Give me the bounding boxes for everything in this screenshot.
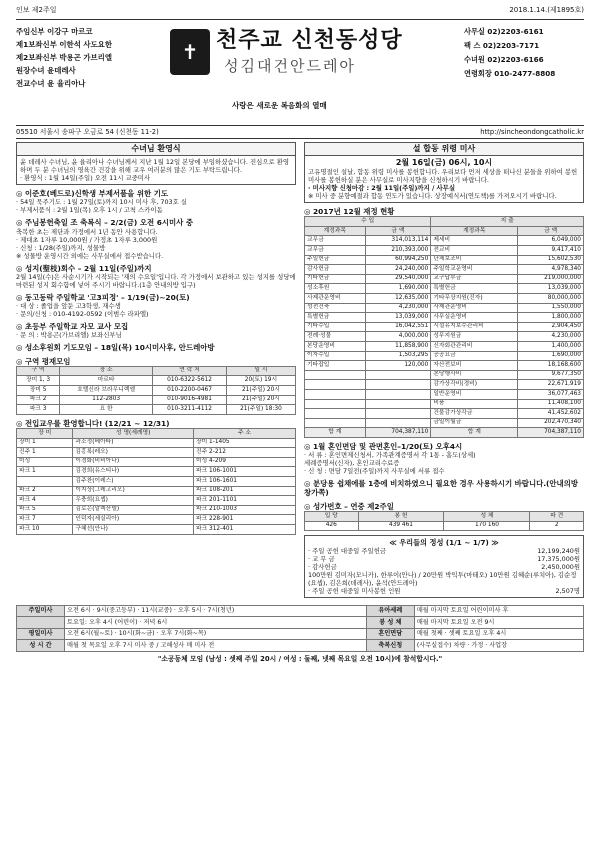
table-cell: 김경희(유스티나) [73, 467, 194, 477]
table-cell: 성무지원금 [431, 332, 518, 342]
thanks-row [308, 555, 580, 563]
schedule-section [16, 605, 584, 652]
table-cell [365, 399, 431, 409]
table-cell: 4,230,000 [365, 303, 431, 313]
notice-title: ◎ 초등부 주일학교 자모 교사 모집 [16, 322, 129, 331]
mass-heading: 설 합동 위령 미사 [304, 142, 584, 155]
table-cell: 1,690,000 [365, 284, 431, 294]
table-header: 주 소 [194, 428, 296, 438]
table-row [305, 370, 584, 380]
table-header: 금 액 [365, 226, 431, 236]
table-cell [305, 389, 366, 399]
table-cell: 교무금 [305, 236, 366, 246]
table-cell [305, 380, 366, 390]
table-row [305, 284, 584, 294]
table-row [305, 246, 584, 256]
thanks-value: 17,375,000원 [537, 555, 580, 564]
contact-item: 사무실 02)2203-6161 [464, 27, 544, 36]
notice-line: · 신청 : 1/28(주일)까지, 성물방 [16, 243, 106, 252]
thanks-row [308, 563, 580, 571]
table-cell: 교무금 [305, 246, 366, 256]
table-cell: 파크 5 [17, 505, 73, 515]
issue-label: 인보 제2주일 [16, 6, 57, 14]
table-cell: 자산전보비 [431, 361, 518, 371]
notice-line: · 대 상 : 졸업을 앞둔 고3학생, 재수생 [16, 302, 121, 310]
table-row [305, 274, 584, 284]
table-cell: 이지상(그레고리오) [73, 486, 194, 496]
welcome-body: 윤 데레사 수녀님, 윤 율리아나 수녀님께서 지난 1월 12일 본당에 부임하셨습니다. 진심으로 환영하며 두 분 수녀님의 영육간 건강을 위해 교우 여러분의 많은 기도 부탁드립니다. [20, 158, 290, 174]
table-cell: 곽소정(베아타) [73, 438, 194, 448]
schedule-label: 봉 성 체 [366, 617, 414, 628]
table-cell: 성소후원 [305, 284, 366, 294]
table-row [305, 361, 584, 371]
table-cell [365, 389, 431, 399]
staff-item: 주임신부 이강구 마르코 [16, 27, 93, 36]
table-cell: 김홍록(레오) [73, 448, 194, 458]
table-cell [305, 399, 366, 409]
total-row [305, 428, 584, 438]
thanks-title: ≪ 우리들의 정성 (1/1 ~ 1/7) ≫ [389, 538, 499, 548]
lost-notice: ◎ 분당용 쉽채에를 1층에 비치하였으니 필요한 경우 사용하시기 바랍니다.(안내의방 창가쪽) [304, 479, 578, 498]
issue-date: 2018.1.14.(제1895호) [509, 6, 584, 14]
table-cell: 장미 5 [17, 385, 60, 395]
table-cell: 파크 106-1601 [194, 476, 296, 486]
schedule-table [16, 605, 584, 652]
table-cell: 21(주일) 20시 [226, 385, 295, 395]
table-header: 성 체 [444, 511, 530, 521]
notice-line: · 부제서품식 : 2월 1일(목) 오후 1시 / 고척 스카이돔 [16, 206, 163, 215]
schedule-label: 성 시 간 [17, 640, 65, 651]
hymn-cell: 439 461 [358, 521, 444, 531]
table-cell: 22,671,919 [518, 380, 584, 390]
table-row [305, 389, 584, 399]
table-row [305, 332, 584, 342]
schedule-text: 매월 첫 목요일 오후 7시 미사 중 / 고해성사 매 미사 전 [65, 640, 367, 651]
table-row [305, 303, 584, 313]
table-cell: 마르타 [60, 376, 153, 386]
table-cell: 금일이월금 [431, 418, 518, 428]
table-row [17, 405, 296, 415]
table-row [17, 486, 296, 496]
table-row [305, 294, 584, 304]
notice-line: 2월 14일(수)은 사순시기가 시작되는 '재의 수요일'입니다. 각 가정에서 보관하고 있는 성지를 성당에 마련된 성지 회수함에 넣어 주시기 바랍니다.(1층 안내의방 입구) [16, 272, 296, 289]
schedule-text: 매월 첫째 · 셋째 토요일 오후 4시 [414, 628, 583, 639]
table-header: 장 미 [17, 428, 73, 438]
staff-item: 원장수녀 윤데레사 [16, 66, 76, 75]
staff-item: 제2보좌신부 박용곤 가브리엘 [16, 53, 112, 62]
table-cell [305, 418, 366, 428]
content-columns [16, 142, 584, 601]
table-cell: 11,858,900 [365, 341, 431, 351]
table-cell: 김로은(알렉산델) [73, 505, 194, 515]
hymn-table [304, 511, 584, 531]
table-cell [305, 370, 366, 380]
finance-expense-head: 지 출 [431, 217, 584, 227]
table-cell: 시설유지보수관리비 [431, 322, 518, 332]
table-row [17, 515, 296, 525]
table-cell: 219,000,000 [518, 274, 584, 284]
address-text: 05510 서울시 송파구 오금로 54 (신천동 11-2) [16, 128, 159, 136]
table-cell: 사제관운영비 [431, 303, 518, 313]
newcomers-table [16, 428, 296, 535]
schedule-row [17, 606, 584, 617]
schedule-text: 토요일: 오후 4시 (어린이) · 저녁 6시 [65, 617, 367, 628]
notice-title: ◎ 성소후원회 기도모임 – 18일(목) 10시미사후, 안드레아방 [16, 343, 215, 353]
table-cell: 공공요금 [431, 351, 518, 361]
table-cell: 기타잡입 [305, 361, 366, 371]
table-cell: 전례·성물 [305, 332, 366, 342]
table-cell: 인덕자(세실리아) [73, 515, 194, 525]
top-bar [16, 6, 584, 20]
table-cell: 010-3211-4112 [153, 405, 227, 415]
table-cell: 120,000 [365, 361, 431, 371]
table-cell: 파크 106-1001 [194, 467, 296, 477]
table-cell: 미성 4-209 [194, 457, 296, 467]
table-row [305, 313, 584, 323]
table-cell: 특별헌금 [305, 313, 366, 323]
table-cell: 21(주일) 20시 [226, 395, 295, 405]
notice-line: · 54일 묵주기도 : 1월 27일(토)까지 10시 미사 후, 703호 실 [16, 198, 187, 207]
table-row [17, 467, 296, 477]
table-cell: 미성 [17, 457, 73, 467]
thanks-last-value: 2,507명 [555, 587, 580, 596]
table-cell: 진주 2-212 [194, 448, 296, 458]
table-row [305, 418, 584, 428]
table-cell: 전교비 [431, 246, 518, 256]
notice-line: · 문 의 : 박용곤(가브리엘) 보좌신부님 [16, 331, 122, 340]
schedule-row [17, 640, 584, 651]
schedule-label: 주일미사 [17, 606, 65, 617]
hymn-cell: 170 160 [444, 521, 530, 531]
table-cell: 4,000,000 [365, 332, 431, 342]
table-cell: 202,470,340 [518, 418, 584, 428]
staff-item: 전교수녀 윤 율리아나 [16, 79, 86, 88]
mass-note: ※ 미사 중 분향예절과 합동 연도가 있습니다. 상장예식서(연도책)를 가져오시기 바랍니다. [308, 192, 557, 200]
marriage-title: ◎ 1월 혼인면담 및 관면혼인–1/20(토) 오후4시 [304, 441, 463, 451]
table-row [17, 385, 296, 395]
website-link[interactable]: http://sincheondongcatholic.kr [480, 128, 584, 136]
table-cell [305, 409, 366, 419]
table-cell: 1,690,000 [518, 351, 584, 361]
table-cell: 1,503,295 [365, 351, 431, 361]
table-row [305, 351, 584, 361]
table-cell: 사제관운영비 [305, 294, 366, 304]
thanks-box [304, 535, 584, 598]
table-header: 파 견 [530, 511, 584, 521]
table-cell: 파크 7 [17, 515, 73, 525]
table-cell: 파크 4 [17, 496, 73, 506]
table-cell: 장미 1-1405 [194, 438, 296, 448]
mass-body: 고유명절인 설날, 합동 위령 미사를 봉헌합니다. 우리보다 먼저 세상을 떠나신 분들을 위하여 봉헌미사를 봉헌하실 분은 사무실로 미사지향을 신청하시기 바랍니다. [308, 168, 578, 184]
thanks-value: 2,450,000원 [541, 563, 580, 572]
thanks-note: 100만원 김미자(모니카), 한루이(안나) / 20만원 박익투(마태오) 10만원 김혜순(루치아), 김순정(요셉), 김은희(데레사), 윤석(안드레아) [308, 571, 577, 588]
schedule-label [17, 617, 65, 628]
offering-title: ◎ 성가번호 – 연중 제2주일 [304, 501, 394, 511]
newcomers-title: ◎ 전입교우를 환영합니다! (12/21 ~ 12/31) [16, 418, 170, 428]
contact-list [464, 23, 584, 125]
table-cell: 12,635,000 [365, 294, 431, 304]
table-row [17, 476, 296, 486]
table-cell: 파크 2 [17, 395, 60, 405]
mast-center [166, 23, 464, 125]
notice-title: ◎ 주님봉헌축일 조 축복식 – 2/2(금) 오전 6시미사 중 [16, 218, 193, 228]
table-cell: 본당운영비 [305, 341, 366, 351]
finance-title: ◎ 2017년 12월 재정 현황 [304, 207, 395, 216]
table-cell: 파크 3 [17, 405, 60, 415]
table-header: 연 락 처 [153, 366, 227, 376]
marriage-line: · 서 류 : 혼인면제신청서, 가족관계증명서 각 1통 - 홈도(상세) [304, 451, 476, 460]
table-cell [365, 409, 431, 419]
welcome-heading: 수녀님 환영식 [16, 142, 296, 155]
schedule-label: 혼인면담 [366, 628, 414, 639]
table-cell: 4,978,340 [518, 265, 584, 275]
table-cell: 장미 1 [17, 438, 73, 448]
schedule-text: 매월 마지막 토요일 어린이미사 후 [414, 606, 583, 617]
table-row [305, 255, 584, 265]
table-cell: 4,230,000 [518, 332, 584, 342]
table-cell: 파크 228-901 [194, 515, 296, 525]
table-row [305, 341, 584, 351]
table-cell: 기타헌금 [305, 274, 366, 284]
table-row [17, 505, 296, 515]
table-cell [365, 370, 431, 380]
group-table [16, 366, 296, 415]
group-title: ◎ 구역 평재모임 [16, 356, 71, 366]
table-cell: 김주찬(이레스) [73, 476, 194, 486]
table-cell: 6,049,000 [518, 236, 584, 246]
mass-date: 2월 16일(금) 06시, 10시 [395, 158, 493, 167]
table-cell: 010-2200-0467 [153, 385, 227, 395]
table-cell: 신자회관관리비 [431, 341, 518, 351]
schedule-text: 매월 마지막 토요일 오전 9시 [414, 617, 583, 628]
table-cell: 파크 1 [17, 467, 73, 477]
table-cell: 진주 1 [17, 448, 73, 458]
masthead [16, 23, 584, 125]
table-cell: 성전건축 [305, 303, 366, 313]
table-cell: 이자수입 [305, 351, 366, 361]
table-row [17, 438, 296, 448]
table-cell: 우충희(요셉) [73, 496, 194, 506]
table-cell: 이경화(비비아나) [73, 457, 194, 467]
table-row [17, 496, 296, 506]
table-cell: 11,408,100 [518, 399, 584, 409]
table-cell: 18,168,600 [518, 361, 584, 371]
marriage-lines [304, 451, 584, 475]
thanks-row [308, 547, 580, 555]
notice-title: ◎ 동고동락 주일학교 '고3피정' – 1/19(금)~20(토) [16, 292, 190, 302]
table-cell: 21(주일) 18:30 [226, 405, 295, 415]
table-cell: 파크 10 [17, 524, 73, 534]
notice-line: · 문의/신청 : 010-4192-0592 (이범수 라파엘) [16, 310, 149, 318]
table-header: 금 액 [518, 226, 584, 236]
schedule-text: (사무실접수) 차량 · 가정 · 사업장 [414, 640, 583, 651]
table-cell [365, 380, 431, 390]
table-row [305, 322, 584, 332]
notice-line: ※ 성물방 운영시간 외에는 사무실에서 접수받습니다. [16, 251, 164, 260]
table-cell: 1,400,000 [518, 341, 584, 351]
table-cell: 감사헌금 [305, 265, 366, 275]
table-cell: 단체보조비 [431, 255, 518, 265]
table-cell: 본당행사비 [431, 370, 518, 380]
table-cell [17, 476, 73, 486]
thanks-label: · 교 무 금 [308, 555, 335, 564]
notice-title: ◎ 이준호(베드로)신학생 부제서품을 위한 기도 [16, 189, 169, 198]
left-column [16, 142, 296, 601]
table-cell [365, 418, 431, 428]
church-motto: 사랑은 새로운 복음화의 열매 [232, 101, 327, 110]
schedule-text: 오전 6시 · 9시(중고등부) · 11시(교중) · 오후 5시 · 7시(청년) [65, 606, 367, 617]
table-header: 봉 헌 [358, 511, 444, 521]
mass-deadline: · 미사지향 신청마감 : 2월 11일(주일)까지 / 사무실 [308, 184, 456, 192]
church-title: 천주교 신천동성당 [216, 27, 403, 53]
total-cell: 합 계 [431, 428, 518, 438]
notice-line: · 제대초 1자루 10,000원 / 가정초 1자루 3,000원 [16, 235, 158, 244]
thanks-value: 12,199,240원 [537, 547, 580, 556]
finance-income-head: 수 입 [305, 217, 431, 227]
welcome-item: · 환영식 : 1월 14일(주일) 오전 11시 교중미사 [20, 174, 151, 182]
table-row [17, 395, 296, 405]
thanks-last-label: · 주일 공헌 대중일 미사봉헌 인원 [308, 587, 401, 596]
marriage-line: · 신 청 : 면담 7일전(주일)까지 사무실에 서류 접수 [304, 467, 445, 476]
contact-item: 팩 스 02)2203-7171 [464, 41, 540, 50]
staff-item: 제1보좌신부 이한석 사도요한 [16, 40, 112, 49]
table-header: 계정과목 [431, 226, 518, 236]
contact-item: 수녀원 02)2203-6166 [464, 55, 544, 64]
table-cell: 구혜선(안나) [73, 524, 194, 534]
table-cell: 파크 312-401 [194, 524, 296, 534]
table-cell: 2,904,450 [518, 322, 584, 332]
table-cell: 112-2803 [60, 395, 153, 405]
church-logo-icon: ✝ [170, 29, 210, 75]
table-cell: 기타수입 [305, 322, 366, 332]
table-row [17, 448, 296, 458]
table-row [305, 380, 584, 390]
table-row [305, 409, 584, 419]
table-cell: 15,602,530 [518, 255, 584, 265]
table-cell: 20(토) 19시 [226, 376, 295, 386]
table-row [17, 376, 296, 386]
table-cell: 일반운영비 [431, 389, 518, 399]
table-cell: 호텔신라 브라우니렉엘 [60, 385, 153, 395]
left-notices [16, 189, 296, 353]
table-header: 장 소 [60, 366, 153, 376]
schedule-label: 축복신청 [366, 640, 414, 651]
marriage-line: 세례증명서(신자), 혼인교리수료증 [304, 459, 400, 468]
thanks-label: · 감사헌금 [308, 563, 337, 572]
table-header: 일 시 [226, 366, 295, 376]
notice-line: 축복한 초는 제단과 가정에서 1년 동안 사용합니다. [16, 227, 158, 236]
table-cell: 80,000,000 [518, 294, 584, 304]
table-cell: 제세비 [431, 236, 518, 246]
table-row [17, 524, 296, 534]
table-cell: 파크 2 [17, 486, 73, 496]
schedule-label: 평일미사 [17, 628, 65, 639]
table-cell: 24,240,000 [365, 265, 431, 275]
total-cell: 704,387,110 [518, 428, 584, 438]
hymn-cell: 2 [530, 521, 584, 531]
table-header: 구 역 [17, 366, 60, 376]
table-cell: 1,550,000 [518, 303, 584, 313]
table-cell: 9,417,410 [518, 246, 584, 256]
table-cell: 파크 108-201 [194, 486, 296, 496]
right-column [304, 142, 584, 601]
address-bar [16, 125, 584, 139]
table-header: 입 당 [305, 511, 359, 521]
total-cell: 합 계 [305, 428, 366, 438]
table-row [305, 236, 584, 246]
table-header: 계정과목 [305, 226, 366, 236]
table-cell: 9,677,350 [518, 370, 584, 380]
thanks-last [308, 587, 580, 595]
church-subtitle: 성김대건안드레아 [224, 57, 356, 75]
schedule-row [17, 628, 584, 639]
table-cell: 60,994,250 [365, 255, 431, 265]
staff-list [16, 23, 166, 125]
table-cell: 13,039,000 [518, 284, 584, 294]
table-row [305, 265, 584, 275]
table-cell: 파크 210-1003 [194, 505, 296, 515]
finance-table [304, 216, 584, 438]
welcome-box [16, 155, 296, 185]
table-cell: 요 한 [60, 405, 153, 415]
table-cell: 16,042,551 [365, 322, 431, 332]
table-cell: 기타무상지원(진자) [431, 294, 518, 304]
hymn-cell: 426 [305, 521, 359, 531]
table-cell: 교구납부금 [431, 274, 518, 284]
table-cell: 1,800,000 [518, 313, 584, 323]
table-header: 성 명(세례명) [73, 428, 194, 438]
schedule-row [17, 617, 584, 628]
table-cell: 29,540,000 [365, 274, 431, 284]
thanks-label: · 주일 공헌 대중일 주일헌금 [308, 547, 387, 556]
total-cell: 704,387,110 [365, 428, 431, 438]
table-cell: 특별헌금 [431, 284, 518, 294]
table-cell: 건물감가상각금 [431, 409, 518, 419]
table-cell: 314,013,114 [365, 236, 431, 246]
contact-item: 연령회장 010-2477-8808 [464, 69, 556, 78]
table-cell: 파크 201-1101 [194, 496, 296, 506]
mass-box [304, 155, 584, 203]
table-row [305, 399, 584, 409]
notice-title: ◎ 성지(聖枝)회수 – 2월 11일(주일)까지 [16, 263, 152, 273]
table-cell: 주일학교운영비 [431, 265, 518, 275]
table-cell: 010-9016-4981 [153, 395, 227, 405]
schedule-text: 오전 6시(월~토) · 10시(화~금) · 오후 7시(화~목) [65, 628, 367, 639]
table-cell: 13,039,000 [365, 313, 431, 323]
table-cell: 36,077,463 [518, 389, 584, 399]
table-cell: 010-6322-5612 [153, 376, 227, 386]
table-cell: 장미 1, 3 [17, 376, 60, 386]
table-cell: 사무실운영비 [431, 313, 518, 323]
table-row [17, 457, 296, 467]
footer-note: "소공동체 모임 (남성 : 셋째 주일 20시 / 여성 : 둘째, 넷째 목요일 오전 10시)에 참석합시다." [157, 654, 443, 663]
table-cell: 41,452,602 [518, 409, 584, 419]
table-cell: 210,393,000 [365, 246, 431, 256]
schedule-label: 유아세례 [366, 606, 414, 617]
table-cell: 감가상각비(경비) [431, 380, 518, 390]
table-cell: 비품 [431, 399, 518, 409]
table-cell: 주일헌금 [305, 255, 366, 265]
